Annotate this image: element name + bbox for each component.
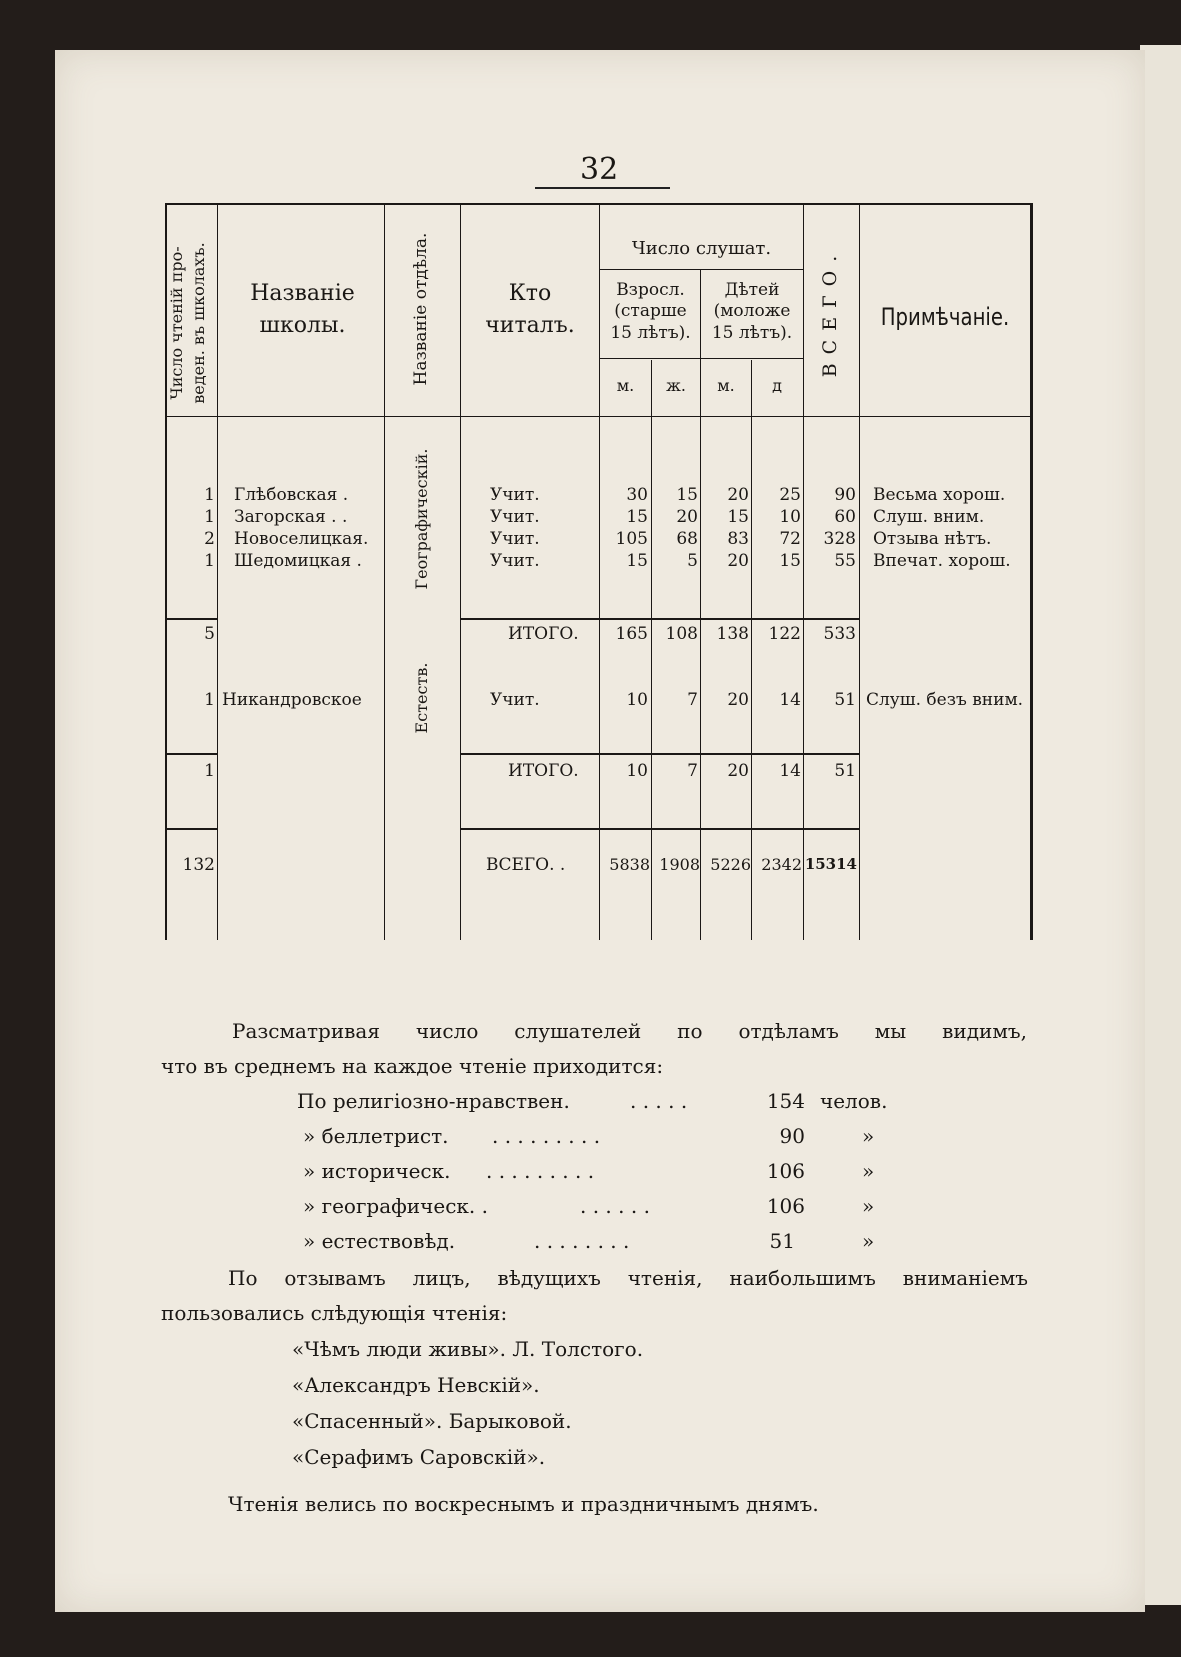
average-dots: . . . . .	[630, 1089, 688, 1113]
page-number-rule	[535, 187, 670, 189]
header-adults	[600, 280, 701, 344]
header-total: ВСЕГО.	[819, 246, 841, 378]
row-total: 51	[834, 690, 856, 710]
row-school: Глѣбовская .	[234, 485, 349, 505]
subtotal-child-female: 14	[779, 761, 801, 781]
header-reader-line2: читалъ.	[485, 312, 575, 338]
grand-total-child-male: 5226	[710, 855, 751, 874]
subtotal-rule	[165, 753, 218, 755]
row-school: Загорская . .	[234, 507, 348, 527]
header-child-male: м.	[717, 376, 735, 395]
row-reader: Учит.	[490, 690, 540, 710]
header-children-line3: 15 лѣтъ).	[711, 322, 793, 343]
grand-total-adult-male: 5838	[609, 855, 650, 874]
department-geographic: Географическiй.	[412, 448, 431, 590]
row-child-female: 72	[779, 529, 801, 549]
row-adult-male: 30	[626, 485, 648, 505]
grand-total-total: 15314	[804, 855, 857, 873]
row-total: 90	[834, 485, 856, 505]
average-dots: . . . . . . . . .	[492, 1124, 601, 1148]
header-school-name	[225, 278, 380, 342]
row-adult-female: 7	[687, 690, 698, 710]
average-dots: . . . . . .	[580, 1194, 650, 1218]
header-reader-line1: Кто	[508, 281, 552, 306]
col-rule	[751, 360, 752, 940]
paragraph-line: что въ среднемъ на каждое чтенiе приходится:	[161, 1054, 664, 1078]
header-readings-count	[166, 213, 216, 433]
total-rule	[165, 828, 218, 830]
paragraph-line: Разсматривая число слушателей по отдѣламъ мы видимъ,	[232, 1019, 1027, 1043]
average-value: 106	[766, 1159, 805, 1183]
header-children-line1: Дѣтей	[724, 280, 780, 300]
row-reader: Учит.	[490, 551, 540, 571]
subtotal-child-male: 138	[716, 624, 749, 644]
row-adult-male: 15	[626, 507, 648, 527]
paragraph-line: По отзывамъ лицъ, вѣдущихъ чтенiя, наибольшимъ вниманiемъ	[228, 1266, 1028, 1290]
subtotal-adult-female: 7	[687, 761, 698, 781]
average-value: 51	[769, 1229, 795, 1253]
row-adult-female: 5	[687, 551, 698, 571]
subtotal-rule	[460, 618, 860, 620]
row-child-male: 20	[727, 485, 749, 505]
grand-total-label: ВСЕГО. .	[486, 855, 566, 875]
row-count: 1	[204, 690, 215, 710]
row-reader: Учит.	[490, 485, 540, 505]
row-child-female: 14	[779, 690, 801, 710]
closing-line: Чтенiя велись по воскреснымъ и праздничнымъ днямъ.	[228, 1492, 819, 1516]
row-child-male: 20	[727, 551, 749, 571]
row-reader: Учит.	[490, 507, 540, 527]
reading-title: «Александръ Невскiй».	[292, 1373, 540, 1397]
subtotal-adult-female: 108	[665, 624, 698, 644]
header-school-line2: школы.	[259, 312, 346, 338]
subtotal-child-male: 20	[727, 761, 749, 781]
average-value: 90	[779, 1124, 805, 1148]
row-note: Весьма хорош.	[873, 485, 1006, 505]
header-readings-count-line2: веден. въ школахъ.	[188, 242, 208, 404]
reading-title: «Чѣмъ люди живы». Л. Толстого.	[292, 1337, 644, 1361]
subtotal-total: 51	[834, 761, 856, 781]
subtotal-child-female: 122	[768, 624, 801, 644]
row-child-male: 15	[727, 507, 749, 527]
subtotal-rule	[165, 618, 218, 620]
page-number: 32	[580, 152, 619, 187]
row-child-male: 20	[727, 690, 749, 710]
row-child-male: 83	[727, 529, 749, 549]
table-right-rule	[1030, 203, 1033, 940]
row-school: Шедомицкая .	[234, 551, 362, 571]
average-unit: челов.	[820, 1089, 888, 1113]
row-adult-male: 15	[626, 551, 648, 571]
header-adult-male: м.	[616, 376, 635, 395]
row-note: Впечат. хорош.	[873, 551, 1011, 571]
row-total: 55	[834, 551, 856, 571]
subtotal-adult-male: 165	[615, 624, 648, 644]
row-child-female: 15	[779, 551, 801, 571]
average-label: » историческ.	[303, 1159, 451, 1183]
reading-title: «Спасенный». Барыковой.	[292, 1409, 572, 1433]
average-value: 154	[766, 1089, 805, 1113]
subtotal-count: 1	[204, 761, 215, 781]
header-adults-line3: 15 лѣтъ).	[610, 322, 691, 343]
header-adults-line2: (старше	[614, 301, 687, 322]
header-reader	[462, 278, 598, 342]
row-adult-female: 15	[676, 485, 698, 505]
row-count: 2	[204, 529, 215, 549]
header-adults-line1: Взросл.	[616, 280, 685, 300]
row-count: 1	[204, 551, 215, 571]
average-unit: »	[862, 1124, 875, 1148]
row-school: Новоселицкая.	[234, 529, 369, 549]
header-child-female: д	[772, 376, 782, 395]
subtotal-label: ИТОГО.	[508, 761, 579, 781]
subtotal-total: 533	[823, 624, 856, 644]
row-total: 328	[823, 529, 856, 549]
average-unit: »	[862, 1159, 875, 1183]
grand-total-adult-female: 1908	[659, 855, 700, 874]
row-total: 60	[834, 507, 856, 527]
subtotal-count: 5	[204, 624, 215, 644]
average-unit: »	[862, 1229, 875, 1253]
header-note: Примѣчанiе.	[880, 303, 1010, 331]
department-natural: Естеств.	[412, 662, 431, 734]
row-child-female: 25	[779, 485, 801, 505]
header-department: Названiе отдѣла.	[411, 232, 431, 386]
average-unit: »	[862, 1194, 875, 1218]
header-children-line2: (моложе	[713, 301, 791, 322]
listeners-sub-rule	[599, 269, 803, 270]
header-children	[701, 280, 803, 344]
average-dots: . . . . . . . .	[534, 1229, 630, 1253]
row-count: 1	[204, 485, 215, 505]
row-school: Никандровское	[222, 690, 362, 710]
total-rule	[460, 828, 860, 830]
col-rule	[651, 360, 652, 940]
subtotal-adult-male: 10	[626, 761, 648, 781]
average-label: » естествовѣд.	[303, 1229, 456, 1253]
average-label: По религiозно-нравствен.	[297, 1089, 570, 1113]
grand-total-child-female: 2342	[761, 855, 802, 874]
facing-page-edge	[1140, 45, 1181, 1605]
header-school-line1: Названiе	[250, 281, 355, 306]
row-adult-female: 68	[676, 529, 698, 549]
row-adult-female: 20	[676, 507, 698, 527]
header-adult-female: ж.	[666, 376, 686, 395]
row-count: 1	[204, 507, 215, 527]
row-adult-male: 10	[626, 690, 648, 710]
grand-total-count: 132	[182, 855, 215, 875]
paragraph-line: пользовались слѣдующiя чтенiя:	[161, 1301, 508, 1325]
row-note: Слуш. вним.	[873, 507, 985, 527]
subtotal-rule	[460, 753, 860, 755]
header-listeners: Число слушат.	[631, 238, 772, 259]
col-rule	[384, 203, 385, 940]
header-readings-count-line1: Число чтенiй про-	[167, 246, 186, 400]
reading-title: «Серафимъ Саровскiй».	[292, 1445, 546, 1469]
row-note: Отзыва нѣтъ.	[873, 529, 992, 549]
average-label: » географическ. .	[303, 1194, 488, 1218]
average-label: » беллетрист.	[303, 1124, 449, 1148]
row-child-female: 10	[779, 507, 801, 527]
average-value: 106	[766, 1194, 805, 1218]
listeners-sub-rule-2	[599, 358, 803, 359]
row-note: Слуш. безъ вним.	[866, 690, 1024, 710]
row-reader: Учит.	[490, 529, 540, 549]
row-adult-male: 105	[615, 529, 648, 549]
col-rule	[700, 270, 701, 940]
subtotal-label: ИТОГО.	[508, 624, 579, 644]
average-dots: . . . . . . . . .	[486, 1159, 595, 1183]
